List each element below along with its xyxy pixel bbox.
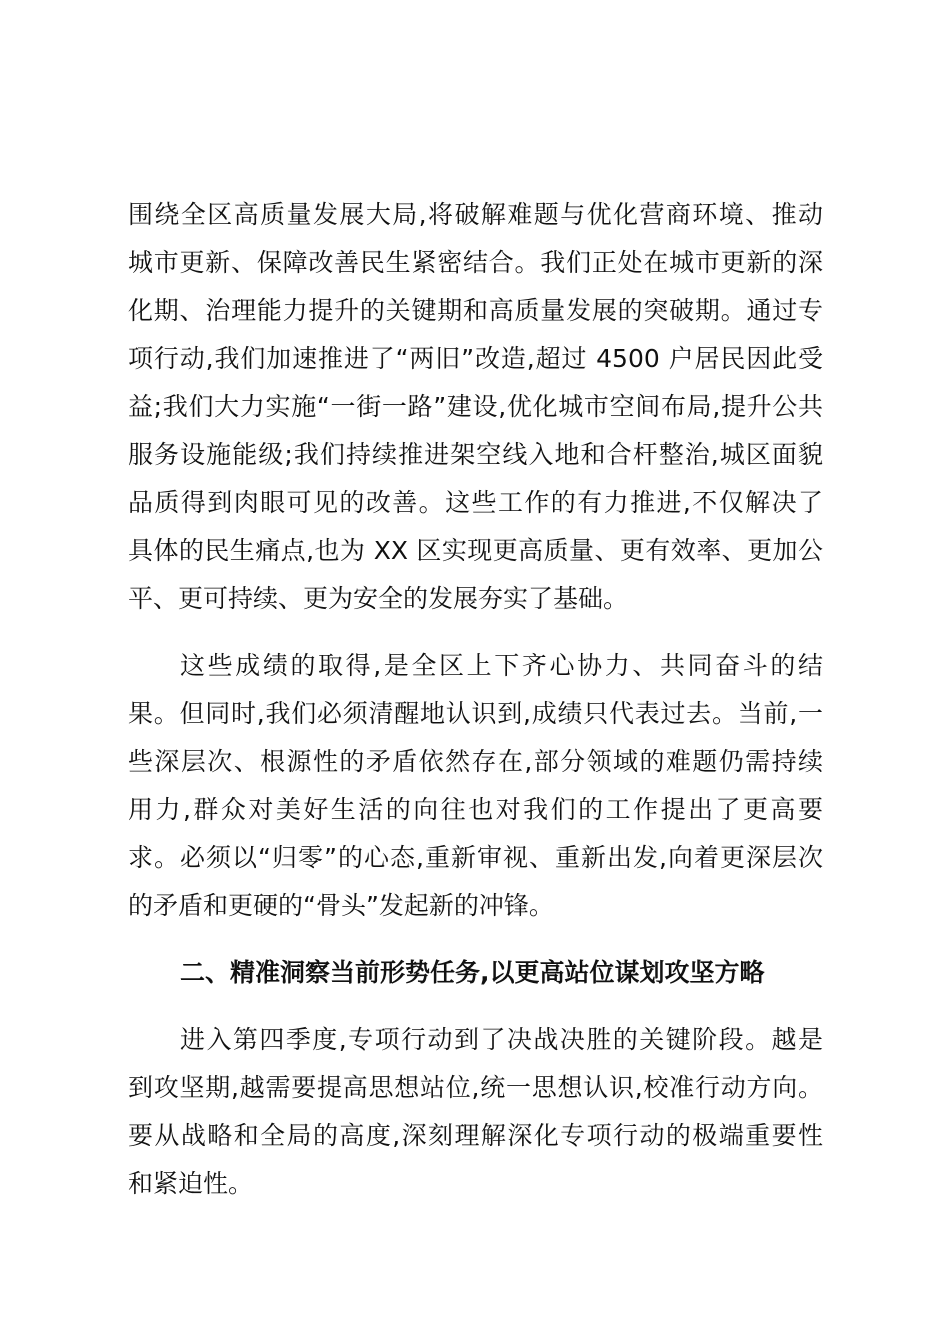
- paragraph: [128, 191, 823, 623]
- text-line: 这些成绩的取得,是全区上下齐心协力、共同奋斗的结: [180, 651, 823, 680]
- text-line: 具体的民生痛点,也为 XX 区实现更高质量、更有效率、更加公: [128, 536, 823, 565]
- text-line: 进入第四季度,专项行动到了决战决胜的关键阶段。越是: [180, 1025, 823, 1054]
- paragraph: [128, 642, 823, 930]
- text-line: 益;我们大力实施“一街一路”建设,优化城市空间布局,提升公共: [128, 392, 823, 421]
- text-line: 化期、治理能力提升的关键期和高质量发展的突破期。通过专: [128, 296, 823, 325]
- text-line: 果。但同时,我们必须清醒地认识到,成绩只代表过去。当前,一: [128, 699, 823, 728]
- text-line: 围绕全区高质量发展大局,将破解难题与优化营商环境、推动: [128, 200, 823, 229]
- text-line: 平、更可持续、更为安全的发展夯实了基础。: [128, 584, 629, 613]
- document-page: [128, 191, 823, 1227]
- paragraph: [128, 1016, 823, 1208]
- text-line: 项行动,我们加速推进了“两旧”改造,超过 4500 户居民因此受: [128, 344, 823, 373]
- text-line: 和紧迫性。: [128, 1169, 254, 1198]
- text-line: 求。必须以“归零”的心态,重新审视、重新出发,向着更深层次: [128, 843, 823, 872]
- text-line: 要从战略和全局的高度,深刻理解深化专项行动的极端重要性: [128, 1121, 823, 1150]
- text-line: 的矛盾和更硬的“骨头”发起新的冲锋。: [128, 891, 554, 920]
- text-line: 品质得到肉眼可见的改善。这些工作的有力推进,不仅解决了: [128, 488, 823, 517]
- section-heading: [128, 949, 823, 997]
- text-line: 用力,群众对美好生活的向往也对我们的工作提出了更高要: [128, 795, 823, 824]
- text-line: 服务设施能级;我们持续推进架空线入地和合杆整治,城区面貌: [128, 440, 823, 469]
- text-line: 二、精准洞察当前形势任务,以更高站位谋划攻坚方略: [180, 958, 765, 987]
- text-line: 城市更新、保障改善民生紧密结合。我们正处在城市更新的深: [128, 248, 823, 277]
- text-line: 到攻坚期,越需要提高思想站位,统一思想认识,校准行动方向。: [128, 1073, 823, 1102]
- text-line: 些深层次、根源性的矛盾依然存在,部分领域的难题仍需持续: [128, 747, 823, 776]
